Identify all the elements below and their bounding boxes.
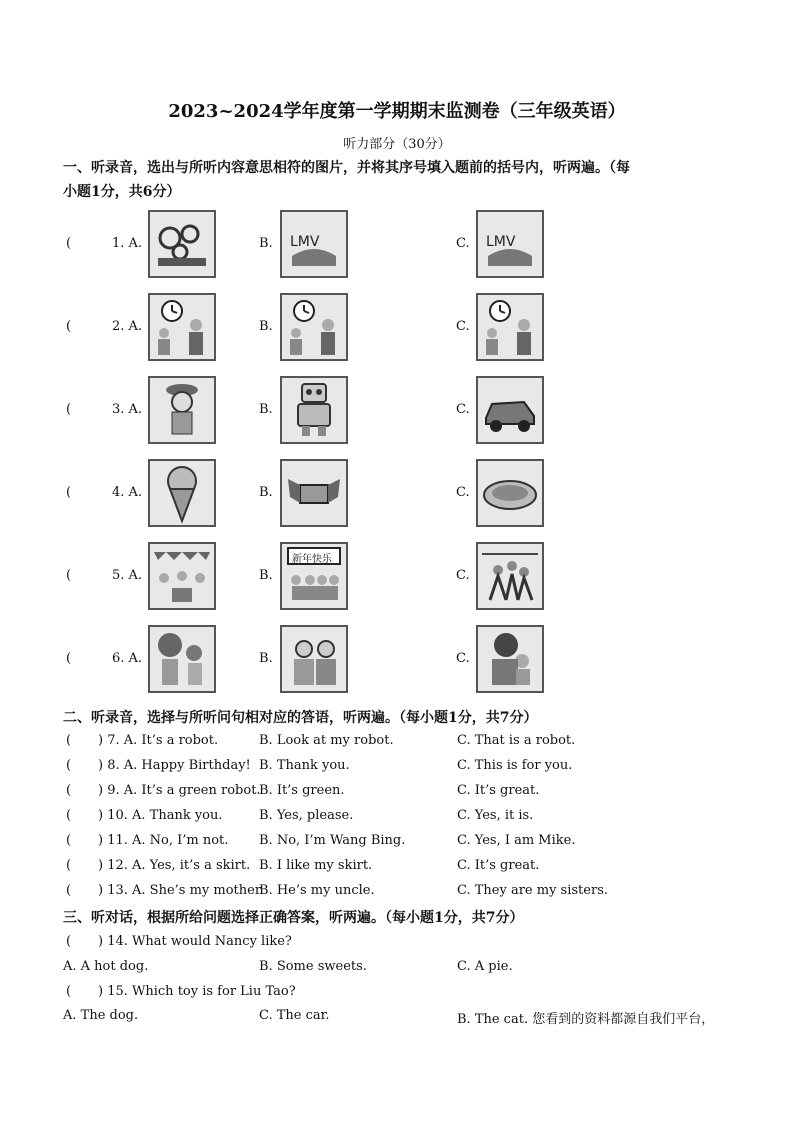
question-9-option-c: C. It’s great. — [457, 783, 540, 798]
answer-paren-4[interactable]: ( — [66, 485, 72, 500]
question-7-option-c: C. That is a robot. — [457, 733, 576, 748]
question-11-option-a: ) 11. A. No, I’m not. — [98, 833, 229, 848]
section3-heading: 三、听对话，根据所给问题选择正确答案，听两遍。（每小题1分，共7分） — [63, 910, 524, 926]
answer-paren-7[interactable]: ( — [66, 733, 72, 748]
question-13-option-b: B. He’s my uncle. — [259, 883, 375, 898]
question-2-label: 2. A. — [112, 319, 143, 334]
q15-option-b: C. The car. — [259, 1008, 330, 1023]
page-title: 2023~2024学年度第一学期期末监测卷（三年级英语） — [168, 101, 626, 122]
question-6-label: 6. A. — [112, 651, 143, 666]
svg-text:ⅬⅯⅤ: ⅬⅯⅤ — [290, 234, 320, 250]
clock-people-icon — [150, 295, 214, 359]
answer-paren-6[interactable]: ( — [66, 651, 72, 666]
doll-icon — [150, 378, 214, 442]
banner-text: 新年快乐 — [292, 554, 332, 565]
picture-option-a[interactable] — [148, 542, 216, 610]
option-b-label: B. — [259, 236, 273, 251]
section2-heading: 二、听录音，选择与所听问句相对应的答语，听两遍。（每小题1分，共7分） — [63, 710, 538, 726]
answer-paren-8[interactable]: ( — [66, 758, 72, 773]
picture-option-b[interactable] — [280, 542, 348, 610]
q14-option-a: A. A hot dog. — [63, 959, 149, 974]
question-8-option-a: ) 8. A. Happy Birthday! — [98, 758, 251, 773]
answer-paren-15[interactable]: ( — [66, 984, 72, 999]
question-9-option-b: B. It’s green. — [259, 783, 345, 798]
q14-option-b: B. Some sweets. — [259, 959, 367, 974]
picture-option-a[interactable] — [148, 625, 216, 693]
dancing-icon — [478, 544, 542, 608]
answer-paren-11[interactable]: ( — [66, 833, 72, 848]
picture-option-a[interactable] — [148, 210, 216, 278]
option-c-label: C. — [456, 651, 470, 666]
ice-cream-icon — [150, 461, 214, 525]
section1-heading-line2: 小题1分，共6分） — [63, 184, 181, 200]
picture-option-b[interactable] — [280, 459, 348, 527]
question-11-option-b: B. No, I’m Wang Bing. — [259, 833, 406, 848]
party-icon — [150, 544, 214, 608]
picture-option-a[interactable] — [148, 376, 216, 444]
question-11-option-c: C. Yes, I am Mike. — [457, 833, 576, 848]
option-b-label: B. — [259, 319, 273, 334]
question-15: ) 15. Which toy is for Liu Tao? — [98, 984, 296, 999]
page-subtitle: 听力部分（30分） — [343, 137, 451, 152]
picture-option-b[interactable] — [280, 625, 348, 693]
option-b-label: B. — [259, 568, 273, 583]
question-10-option-c: C. Yes, it is. — [457, 808, 534, 823]
question-12-option-b: B. I like my skirt. — [259, 858, 373, 873]
option-c-label: C. — [456, 485, 470, 500]
car-icon — [478, 378, 542, 442]
option-b-label: B. — [259, 485, 273, 500]
question-12-option-c: C. It’s great. — [457, 858, 540, 873]
q15-option-a: A. The dog. — [63, 1008, 139, 1023]
answer-paren-2[interactable]: ( — [66, 319, 72, 334]
question-13-option-c: C. They are my sisters. — [457, 883, 608, 898]
picture-option-c[interactable] — [476, 625, 544, 693]
answer-paren-14[interactable]: ( — [66, 934, 72, 949]
question-10-option-b: B. Yes, please. — [259, 808, 354, 823]
picture-option-b[interactable] — [280, 210, 348, 278]
letters-icon — [282, 212, 346, 276]
q15-option-c: B. The cat. 您看到的资料都源自我们平台， — [457, 1012, 715, 1027]
clock-people-icon — [282, 295, 346, 359]
question-1-label: 1. A. — [112, 236, 143, 251]
option-c-label: C. — [456, 402, 470, 417]
picture-option-a[interactable] — [148, 459, 216, 527]
answer-paren-5[interactable]: ( — [66, 568, 72, 583]
question-9-option-a: ) 9. A. It’s a green robot. — [98, 783, 261, 798]
answer-paren-10[interactable]: ( — [66, 808, 72, 823]
picture-option-a[interactable] — [148, 293, 216, 361]
two-boys-icon — [282, 627, 346, 691]
option-c-label: C. — [456, 319, 470, 334]
question-14: ) 14. What would Nancy like? — [98, 934, 292, 949]
option-c-label: C. — [456, 236, 470, 251]
question-5-label: 5. A. — [112, 568, 143, 583]
two-girls-icon — [150, 627, 214, 691]
picture-option-b[interactable] — [280, 293, 348, 361]
gears-icon — [150, 212, 214, 276]
picture-option-c[interactable] — [476, 376, 544, 444]
question-7-option-a: ) 7. A. It’s a robot. — [98, 733, 219, 748]
candy-icon — [282, 461, 346, 525]
q14-option-c: C. A pie. — [457, 959, 513, 974]
picture-option-b[interactable] — [280, 376, 348, 444]
question-10-option-a: ) 10. A. Thank you. — [98, 808, 223, 823]
question-7-option-b: B. Look at my robot. — [259, 733, 394, 748]
answer-paren-1[interactable]: ( — [66, 236, 72, 251]
answer-paren-12[interactable]: ( — [66, 858, 72, 873]
question-12-option-a: ) 12. A. Yes, it’s a skirt. — [98, 858, 251, 873]
question-8-option-c: C. This is for you. — [457, 758, 573, 773]
pie-icon — [478, 461, 542, 525]
svg-text:ⅬⅯⅤ: ⅬⅯⅤ — [486, 234, 516, 250]
picture-option-c[interactable] — [476, 459, 544, 527]
letters-icon — [478, 212, 542, 276]
question-4-label: 4. A. — [112, 485, 143, 500]
option-b-label: B. — [259, 651, 273, 666]
question-8-option-b: B. Thank you. — [259, 758, 350, 773]
answer-paren-13[interactable]: ( — [66, 883, 72, 898]
picture-option-c[interactable] — [476, 542, 544, 610]
clock-people-icon — [478, 295, 542, 359]
mother-child-icon — [478, 627, 542, 691]
picture-option-c[interactable] — [476, 293, 544, 361]
option-b-label: B. — [259, 402, 273, 417]
picture-option-c[interactable] — [476, 210, 544, 278]
robot-icon — [282, 378, 346, 442]
answer-paren-3[interactable]: ( — [66, 402, 72, 417]
question-3-label: 3. A. — [112, 402, 143, 417]
section1-heading-line1: 一、听录音，选出与所听内容意思相符的图片，并将其序号填入题前的括号内，听两遍。（每 — [63, 160, 630, 176]
option-c-label: C. — [456, 568, 470, 583]
question-13-option-a: ) 13. A. She’s my mother. — [98, 883, 264, 898]
answer-paren-9[interactable]: ( — [66, 783, 72, 798]
